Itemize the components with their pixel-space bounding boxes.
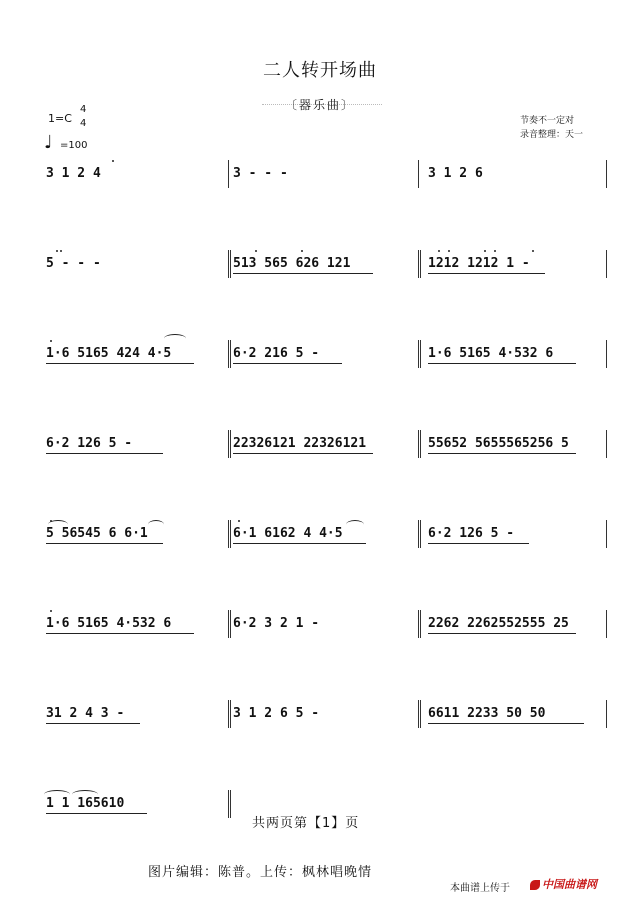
beam-line xyxy=(428,543,529,544)
beam-line xyxy=(233,453,373,454)
bar-line xyxy=(228,610,231,638)
bar-line xyxy=(606,700,607,728)
page-title: 二人转开场曲 xyxy=(263,60,377,81)
beam-line xyxy=(46,543,163,544)
measure: 6·2 3 2 1 - xyxy=(233,616,320,631)
octave-dot xyxy=(255,250,257,252)
quarter-note-icon: ♩ xyxy=(44,132,53,153)
bar-line xyxy=(228,790,231,818)
slur-arc xyxy=(148,520,164,529)
measure: 5 56545 6 6·1 xyxy=(46,526,148,541)
beam-line xyxy=(233,543,366,544)
octave-dot xyxy=(301,250,303,252)
footer-credit: 图片编辑：陈普。上传：枫林唱晚情 xyxy=(148,865,373,880)
octave-dot xyxy=(484,250,486,252)
measure: 22326121 22326121 xyxy=(233,436,367,451)
bar-line xyxy=(606,430,607,458)
time-signature-bottom: 4 xyxy=(80,118,87,129)
bar-line xyxy=(418,430,421,458)
site-logo xyxy=(530,876,597,892)
octave-dot xyxy=(238,520,240,522)
bar-line xyxy=(606,520,607,548)
measure: 1 1 165610 xyxy=(46,796,125,811)
octave-dot xyxy=(448,250,450,252)
measure: 3 - - - xyxy=(233,166,288,181)
bar-line xyxy=(228,250,231,278)
octave-dot xyxy=(112,160,114,162)
beam-line xyxy=(428,273,545,274)
measure: 2262 2262552555 25 xyxy=(428,616,569,631)
beam-line xyxy=(428,453,576,454)
footer-upload-text: 本曲谱上传于 xyxy=(450,883,510,894)
measure: 31 2 4 3 - xyxy=(46,706,125,721)
octave-dot xyxy=(438,250,440,252)
measure: 1·6 5165 4·532 6 xyxy=(428,346,554,361)
beam-line xyxy=(428,723,584,724)
bar-line xyxy=(228,430,231,458)
page-indicator: 共两页第【1】页 xyxy=(252,816,360,831)
measure: 3 1 2 6 5 - xyxy=(233,706,320,721)
bar-line xyxy=(418,700,421,728)
measure: 3 1 2 6 xyxy=(428,166,483,181)
bar-line xyxy=(418,160,419,188)
beam-line xyxy=(428,363,576,364)
octave-dot xyxy=(50,610,52,612)
measure: 1·6 5165 424 4·5 xyxy=(46,346,172,361)
bar-line xyxy=(606,160,607,188)
slur-arc xyxy=(44,790,70,799)
beam-line xyxy=(46,813,147,814)
transcription-credit: 录音整理：天一 xyxy=(520,130,584,140)
bar-line xyxy=(606,340,607,368)
measure: 1·6 5165 4·532 6 xyxy=(46,616,172,631)
measure: 513 565 626 121 xyxy=(233,256,351,271)
bar-line xyxy=(228,700,231,728)
key-signature: 1=C xyxy=(48,112,72,125)
subtitle: 〔器乐曲〕 xyxy=(284,98,355,112)
tempo-marking: =100 xyxy=(60,140,88,151)
slur-arc xyxy=(346,520,364,529)
octave-dot xyxy=(50,340,52,342)
octave-dot xyxy=(56,250,58,252)
beam-line xyxy=(46,633,194,634)
measure: 5 - - - xyxy=(46,256,101,271)
octave-dot xyxy=(532,250,534,252)
bar-line xyxy=(418,340,421,368)
bar-line xyxy=(418,520,421,548)
measure: 6·2 126 5 - xyxy=(46,436,133,451)
octave-dot xyxy=(60,250,62,252)
measure: 55652 5655565256 5 xyxy=(428,436,569,451)
bar-line xyxy=(228,520,231,548)
beam-line xyxy=(233,273,373,274)
time-signature-top: 4 xyxy=(80,104,87,115)
beam-line xyxy=(428,633,576,634)
bar-line xyxy=(418,250,421,278)
logo-icon xyxy=(530,880,540,890)
beam-line xyxy=(46,453,163,454)
measure: 6·2 216 5 - xyxy=(233,346,320,361)
beam-line xyxy=(46,723,140,724)
bar-line xyxy=(418,610,421,638)
bar-line xyxy=(228,160,229,188)
bar-line xyxy=(606,610,607,638)
measure: 6·1 6162 4 4·5 xyxy=(233,526,343,541)
site-logo-text: 中国曲谱网 xyxy=(542,878,597,891)
slur-arc xyxy=(164,334,186,343)
measure: 6611 2233 50 50 xyxy=(428,706,546,721)
octave-dot xyxy=(494,250,496,252)
octave-dot xyxy=(50,520,52,522)
beam-line xyxy=(46,363,194,364)
rhythm-note: 节奏不一定对 xyxy=(520,116,575,126)
measure: 1212 1212 1 - xyxy=(428,256,530,271)
beam-line xyxy=(233,363,342,364)
bar-line xyxy=(228,340,231,368)
measure: 6·2 126 5 - xyxy=(428,526,515,541)
measure: 3 1 2 4 xyxy=(46,166,101,181)
bar-line xyxy=(606,250,607,278)
slur-arc xyxy=(72,790,98,799)
